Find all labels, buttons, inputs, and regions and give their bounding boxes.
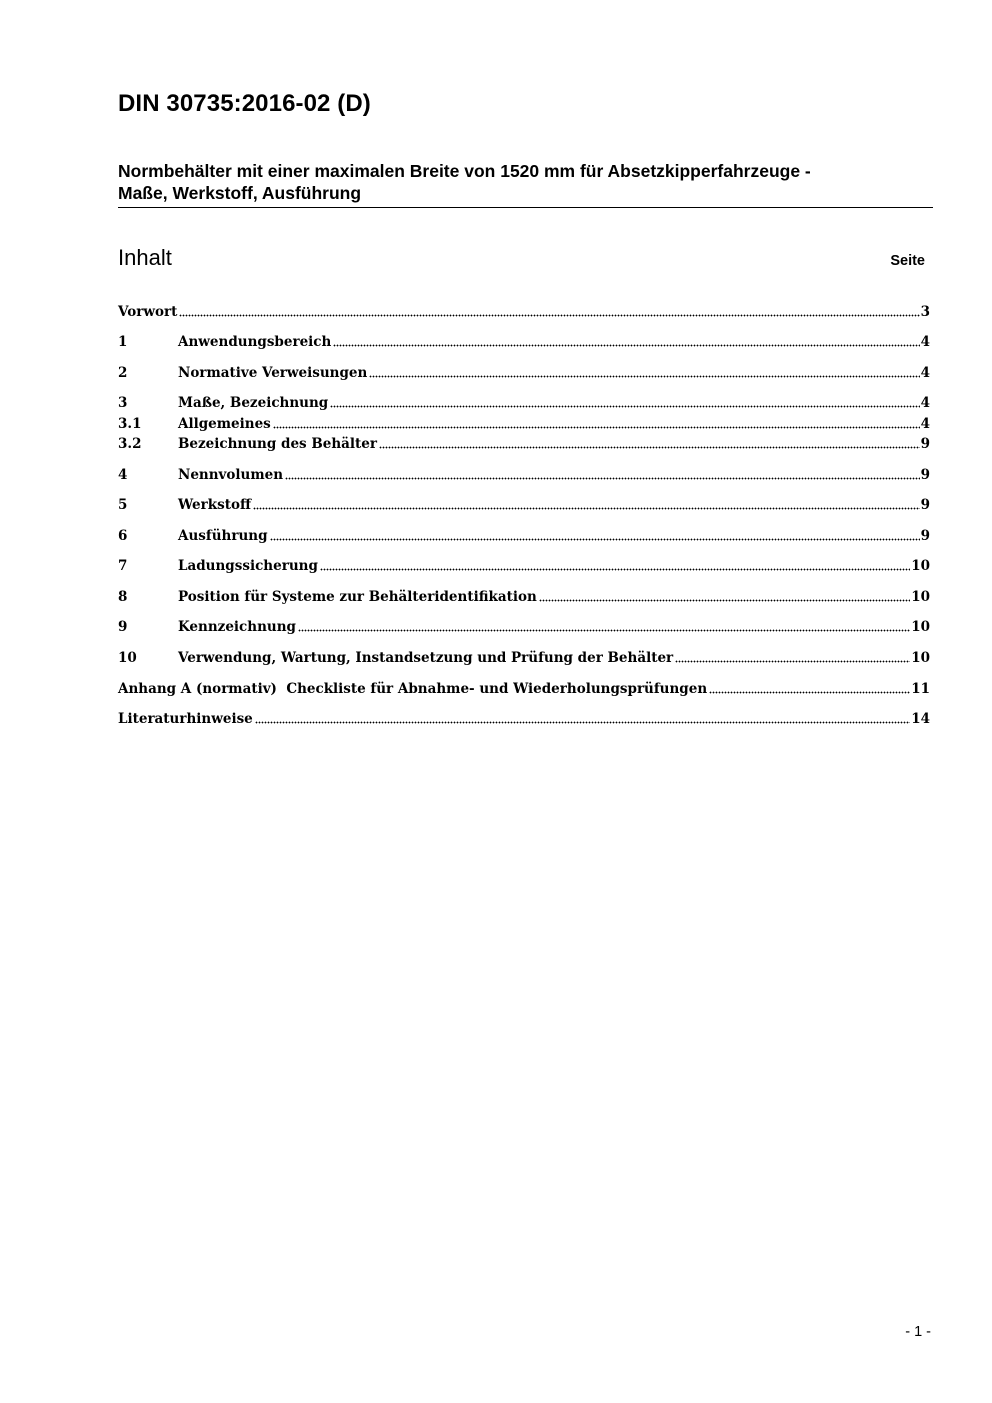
table-of-contents bbox=[118, 0, 930, 1403]
toc-leader-dots bbox=[285, 475, 920, 480]
toc-entry-6[interactable] bbox=[118, 525, 930, 545]
page-number: - 1 - bbox=[905, 1324, 931, 1340]
toc-entry-page: 4 bbox=[920, 334, 930, 350]
toc-entry-page: 10 bbox=[911, 558, 930, 574]
toc-entry-3[interactable] bbox=[118, 392, 930, 412]
toc-entry-9[interactable] bbox=[118, 616, 930, 636]
toc-entry-3-1[interactable] bbox=[118, 413, 930, 433]
toc-entry-title: Werkstoff bbox=[178, 497, 252, 513]
toc-entry-title: Vorwort bbox=[118, 304, 178, 320]
toc-leader-dots bbox=[320, 566, 910, 571]
toc-leader-dots bbox=[379, 444, 920, 449]
toc-leader-dots bbox=[709, 689, 910, 694]
toc-entry-5[interactable] bbox=[118, 494, 930, 514]
toc-entry-title: Bezeichnung des Behälter bbox=[178, 436, 377, 452]
toc-entry-literaturhinweise[interactable] bbox=[118, 708, 930, 728]
toc-entry-7[interactable] bbox=[118, 555, 930, 575]
toc-entry-2[interactable] bbox=[118, 362, 930, 382]
toc-entry-anhang-a[interactable] bbox=[118, 678, 930, 698]
document-title-line-1: Normbehälter mit einer maximalen Breite von 1520 mm für Absetzkipperfahrzeuge - bbox=[118, 161, 811, 181]
toc-entry-title: Position für Systeme zur Behälteridentifikation bbox=[178, 589, 537, 605]
toc-entry-title: Kennzeichnung bbox=[178, 619, 296, 635]
document-id: DIN 30735:2016-02 (D) bbox=[118, 90, 371, 117]
toc-leader-dots bbox=[179, 312, 919, 317]
toc-entry-number: 9 bbox=[118, 619, 128, 635]
toc-entry-title: Nennvolumen bbox=[178, 467, 284, 483]
toc-heading: Inhalt bbox=[118, 245, 172, 270]
toc-entry-title: Maße, Bezeichnung bbox=[178, 395, 329, 411]
toc-entry-title: Ladungssicherung bbox=[178, 558, 318, 574]
toc-entry-page: 10 bbox=[911, 619, 930, 635]
toc-entry-number: 3 bbox=[118, 395, 128, 411]
toc-entry-number: 3.2 bbox=[118, 436, 142, 452]
toc-entry-number: 5 bbox=[118, 497, 128, 513]
toc-entry-1[interactable] bbox=[118, 331, 930, 351]
toc-entry-title: Anwendungsbereich bbox=[178, 334, 332, 350]
toc-page-label: Seite bbox=[890, 253, 925, 269]
toc-entry-title: Literaturhinweise bbox=[118, 711, 253, 727]
toc-leader-dots bbox=[253, 505, 920, 510]
toc-entry-page: 4 bbox=[920, 416, 930, 432]
toc-leader-dots bbox=[333, 342, 919, 347]
toc-entry-page: 3 bbox=[920, 304, 930, 320]
toc-entry-page: 10 bbox=[911, 650, 930, 666]
toc-entry-title: Verwendung, Wartung, Instandsetzung und Prüfung der Behälter bbox=[178, 650, 674, 666]
toc-leader-dots bbox=[369, 373, 919, 378]
toc-entry-number: 4 bbox=[118, 467, 128, 483]
toc-entry-page: 9 bbox=[920, 528, 930, 544]
toc-entry-title: Normative Verweisungen bbox=[178, 365, 368, 381]
toc-entry-3-2[interactable] bbox=[118, 433, 930, 453]
toc-entry-page: 9 bbox=[920, 467, 930, 483]
toc-entry-page: 4 bbox=[920, 395, 930, 411]
toc-entry-number: 3.1 bbox=[118, 416, 142, 432]
toc-leader-dots bbox=[255, 719, 910, 724]
toc-entry-number: 7 bbox=[118, 558, 128, 574]
toc-entry-number: 2 bbox=[118, 365, 128, 381]
toc-leader-dots bbox=[270, 536, 920, 541]
toc-leader-dots bbox=[539, 597, 910, 602]
toc-entry-number: 10 bbox=[118, 650, 137, 666]
document-title-line-2: Maße, Werkstoff, Ausführung bbox=[118, 183, 362, 203]
toc-entry-page: 14 bbox=[911, 711, 930, 727]
toc-leader-dots bbox=[298, 627, 910, 632]
toc-entry-page: 10 bbox=[911, 589, 930, 605]
toc-leader-dots bbox=[675, 658, 910, 663]
toc-leader-dots bbox=[273, 424, 920, 429]
toc-entry-number: 1 bbox=[118, 334, 128, 350]
toc-entry-page: 4 bbox=[920, 365, 930, 381]
toc-entry-number: 6 bbox=[118, 528, 128, 544]
toc-leader-dots bbox=[330, 403, 919, 408]
toc-entry-number: 8 bbox=[118, 589, 128, 605]
toc-entry-page: 9 bbox=[920, 497, 930, 513]
toc-entry-8[interactable] bbox=[118, 586, 930, 606]
toc-entry-page: 9 bbox=[920, 436, 930, 452]
toc-entry-title: Anhang A (normativ) Checkliste für Abnahme- und Wiederholungsprüfungen bbox=[118, 681, 708, 697]
toc-entry-vorwort[interactable] bbox=[118, 301, 930, 321]
toc-entry-4[interactable] bbox=[118, 464, 930, 484]
toc-entry-page: 11 bbox=[911, 681, 930, 697]
toc-entry-title: Allgemeines bbox=[178, 416, 271, 432]
toc-entry-title: Ausführung bbox=[178, 528, 268, 544]
toc-entry-10[interactable] bbox=[118, 647, 930, 667]
